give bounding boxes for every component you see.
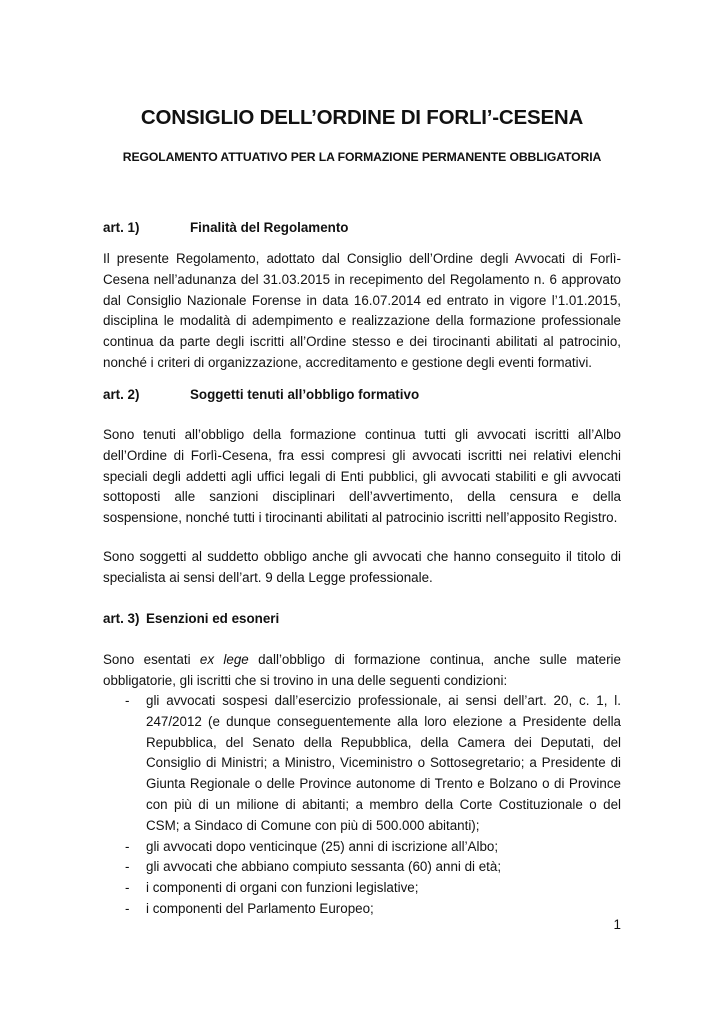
list-item-text: gli avvocati che abbiano compiuto sessanta (60) anni di età; (146, 859, 502, 875)
list-dash: - (125, 880, 130, 896)
article-1-heading (103, 220, 349, 235)
list-item-text: i componenti del Parlamento Europeo; (146, 900, 374, 916)
exemptions-list (103, 691, 621, 920)
list-item-text: gli avvocati sospesi dall’esercizio professionale, ai sensi dell’art. 20, c. 1, l. 247/2012 (e dunque conseguentemente alla loro elezione a Presidente della Repubblica, del Senato della Repubblica, della Camera dei Deputati, del Consiglio di Ministri; a Ministro, Viceministro o Sottosegretario; a Presidente di Giunta Regionale o delle Province autonome di Trento e Bolzano o di Province con più di un milione di abitanti; a membro della Corte Costituzionale o del CSM; a Sindaco di Comune con più di 500.000 abitanti); (146, 693, 621, 833)
list-item (103, 691, 621, 837)
article-2-paragraph-1: Sono tenuti all’obbligo della formazione continua tutti gli avvocati iscritti all’Albo dell’Ordine di Forlì-Cesena, fra essi compresi gli avvocati iscritti nei relativi elenchi speciali degli addetti agli uffici legali di Enti pubblici, gli avvocati stabiliti e gli avvocati sottoposti alle sanzioni disciplinari dell’avvertimento, della censura e della sospensione, nonché tutti i tirocinanti abilitati al patrocinio iscritti nell’apposito Registro. (103, 427, 621, 526)
article-3-title: Esenzioni ed esoneri (146, 611, 280, 626)
list-item-text: gli avvocati dopo venticinque (25) anni di iscrizione all’Albo; (146, 838, 499, 854)
article-3-intro-end: dall’obbligo di formazione continua, anche sulle materie obbligatorie, gli iscritti che si trovino in una delle seguenti condizioni: (103, 652, 621, 688)
list-dash: - (125, 859, 130, 875)
list-item (103, 878, 621, 899)
article-2-paragraph-2: Sono soggetti al suddetto obbligo anche gli avvocati che hanno conseguito il titolo di specialista ai sensi dell’art. 9 della Legge professionale. (103, 549, 621, 585)
list-item (103, 899, 621, 920)
page-number: 1 (613, 917, 621, 932)
article-2-title: Soggetti tenuti all’obbligo formativo (190, 387, 420, 402)
list-dash: - (125, 900, 130, 916)
list-item (103, 857, 621, 878)
article-3-intro-italic: ex lege (199, 652, 249, 667)
list-item (103, 837, 621, 858)
article-3-intro (103, 650, 621, 692)
article-1-paragraph: Il presente Regolamento, adottato dal Consiglio dell’Ordine degli Avvocati di Forlì-Cesena nell’adunanza del 31.03.2015 in recepimento del Regolamento n. 6 approvato dal Consiglio Nazionale Forense in data 16.07.2014 ed entrato in vigore l’1.01.2015, disciplina le modalità di adempimento e realizzazione della formazione professionale continua da parte degli iscritti all’Ordine stesso e dei tirocinanti abilitati al patrocinio, nonché i criteri di organizzazione, accreditamento e gestione degli eventi formativi. (103, 251, 621, 370)
list-dash: - (125, 693, 130, 708)
article-3-number: art. 3) (103, 611, 140, 626)
article-3-intro-start: Sono esentati (103, 652, 200, 667)
article-1-title: Finalità del Regolamento (190, 220, 349, 235)
article-3-heading (103, 611, 280, 626)
list-item-text: i componenti di organi con funzioni legislative; (146, 880, 419, 896)
article-2-heading (103, 387, 420, 402)
article-2-number: art. 2) (103, 387, 140, 402)
list-dash: - (125, 838, 130, 854)
document-title: CONSIGLIO DELL’ORDINE DI FORLI’-CESENA (140, 106, 584, 129)
article-1-number: art. 1) (103, 220, 140, 235)
document-subtitle: REGOLAMENTO ATTUATIVO PER LA FORMAZIONE PERMANENTE OBBLIGATORIA (122, 150, 602, 164)
